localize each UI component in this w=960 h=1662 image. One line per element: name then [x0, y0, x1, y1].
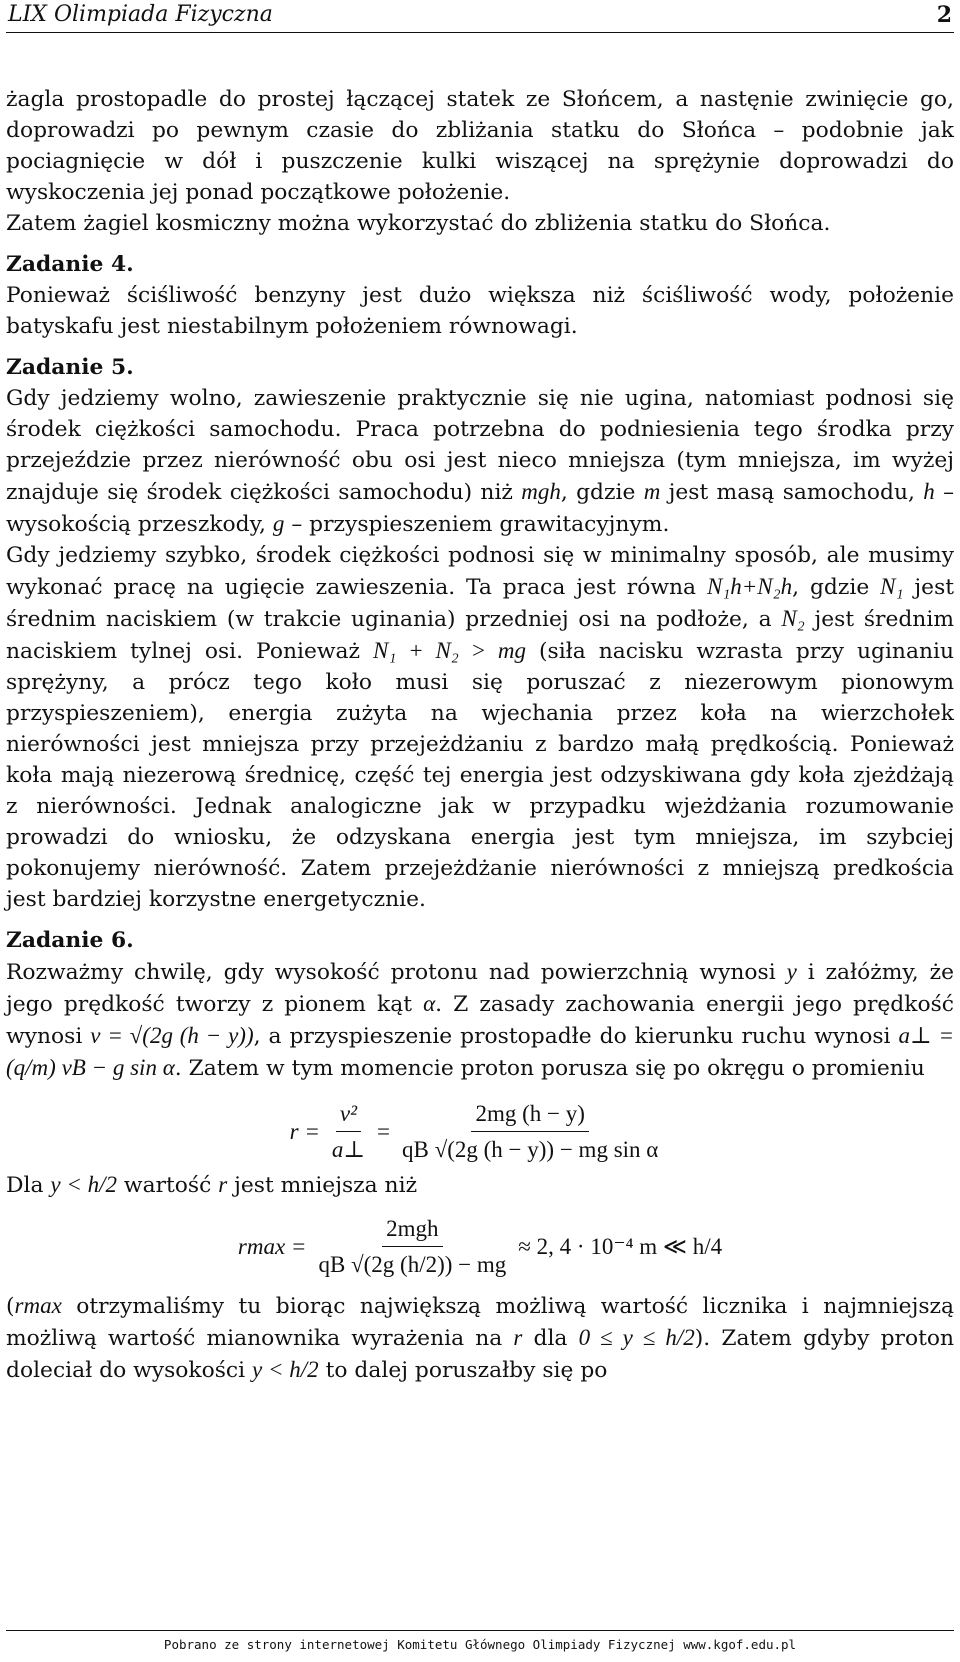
page-footer [6, 1630, 954, 1652]
fraction: $\frac{\text{v²}}{a\perp}$ [328, 1098, 369, 1165]
task-4-text: Ponieważ ściśliwość benzyny jest dużo większa niż ściśliwość wody, położenie batyskafu jest niestabilnym położeniem równowagi. [6, 283, 954, 339]
footer-source: Pobrano ze strony internetowej Komitetu Głównego Olimpiady Fizycznej www.kgof.edu.pl [163, 1637, 797, 1652]
task-6-paragraph-1: Rozważmy chwilę, gdy wysokość protonu nad powierzchnią wynosi y i załóżmy, że jego prędkość tworzy z pionem kąt α. Z zasady zachowania energii jego prędkość wynosi v = √(2g (h − y)), a przyspieszenie prostopadłe do kierunku ruchu wynosi a⊥ = (q/m) vB − g sin α. Zatem w tym momencie proton porusza się po okręgu o promieniu [6, 959, 955, 1081]
page-header [6, 0, 954, 33]
task-4-heading: Zadanie 4. [6, 252, 134, 277]
document-body [6, 84, 954, 1386]
task-6-heading: Zadanie 6. [6, 928, 134, 953]
task-6-paragraph-3: (rmax otrzymaliśmy tu biorąc największą możliwą wartość licznika i najmniejszą możliwą wartość mianownika wyrażenia na r dla 0 ≤ y ≤ h/2). Zatem gdyby proton doleciał do wysokości y < h/2 to dalej poruszałby się po [6, 1293, 954, 1383]
paragraph: Zatem żagiel kosmiczny można wykorzystać do zbliżenia statku do Słońca. [6, 211, 831, 236]
equation-radius: r = $\frac{\text{v²}}{a\perp}$ = $\frac{2mg (h - y)}{\text{qB √(2g (h − y)) − mg sin α}}$ [6, 1098, 954, 1165]
page-number: 2 [936, 2, 952, 28]
fraction: $\frac{\text{2mgh}}{qB √(2g (h/2)) - mg}$ [314, 1213, 510, 1280]
task-5-paragraph-1: Gdy jedziemy wolno, zawieszenie praktycznie się nie ugina, natomiast podnosi się środek ciężkości samochodu. Praca potrzebna do podniesienia tego środka przy przejeździe przez nierówność obu osi jest nieco mniejsza (tym mniejsza, im wyżej znajduje się środek ciężkości samochodu) niż mgh, gdzie m jest masą samochodu, h – wysokością przeszkody, g – przyspieszeniem grawitacyjnym. [6, 386, 954, 537]
task-5-paragraph-2: Gdy jedziemy szybko, środek ciężkości podnosi się w minimalny sposób, ale musimy wykonać pracę na ugięcie zawieszenia. Ta praca jest równa N₁h+N₂h, gdzie N₁ jest średnim naciskiem (w trakcie uginania) przedniej osi na podłoże, a N₂ jest średnim naciskiem tylnej osi. Ponieważ N₁ + N₂ > mg (siła nacisku wzrasta przy uginaniu sprężyny, a prócz tego koło musi się poruszać z niezerowym pionowym przyspieszeniem), energia zużyta na wjechania przez koła na wierzchołek nierówności jest mniejsza przy przejeżdżaniu z bardzo małą prędkością. Ponieważ koła mają niezerową średnicę, część tej energia jest odzyskiwana gdy koła zjeżdżają z nierówności. Jednak analogiczne jak w przypadku wjeżdżania rozumowanie prowadzi do wniosku, że odzyskana energia jest tym mniejsza, im szybciej pokonujemy nierówność. Zatem przejeżdżanie nierówności z mniejszą predkościa jest bardziej korzystne energetycznie. [6, 543, 955, 912]
header-title: LIX Olimpiada Fizyczna [8, 2, 273, 27]
task-6-paragraph-2: Dla y < h/2 wartość r jest mniejsza niż [6, 1172, 418, 1198]
paragraph: żagla prostopadle do prostej łączącej statek ze Słońcem, a nastęnie zwinięcie go, doprowadzi po pewnym czasie do zbliżania statku do Słońca – podobnie jak pociagnięcie w dół i puszczenie kulki wiszącej na sprężynie doprowadzi do wyskoczenia jej ponad początkowe położenie. [6, 87, 954, 205]
task-5-heading: Zadanie 5. [6, 355, 134, 380]
equation-rmax: rmax = $\frac{\text{2mgh}}{qB √(2g (h/2)) - mg}$ ≈ 2, 4 · 10⁻⁴ m ≪ h/4 [6, 1213, 954, 1280]
fraction: $\frac{2mg (h - y)}{\text{qB √(2g (h − y)) − mg sin α}}$ [398, 1098, 662, 1165]
